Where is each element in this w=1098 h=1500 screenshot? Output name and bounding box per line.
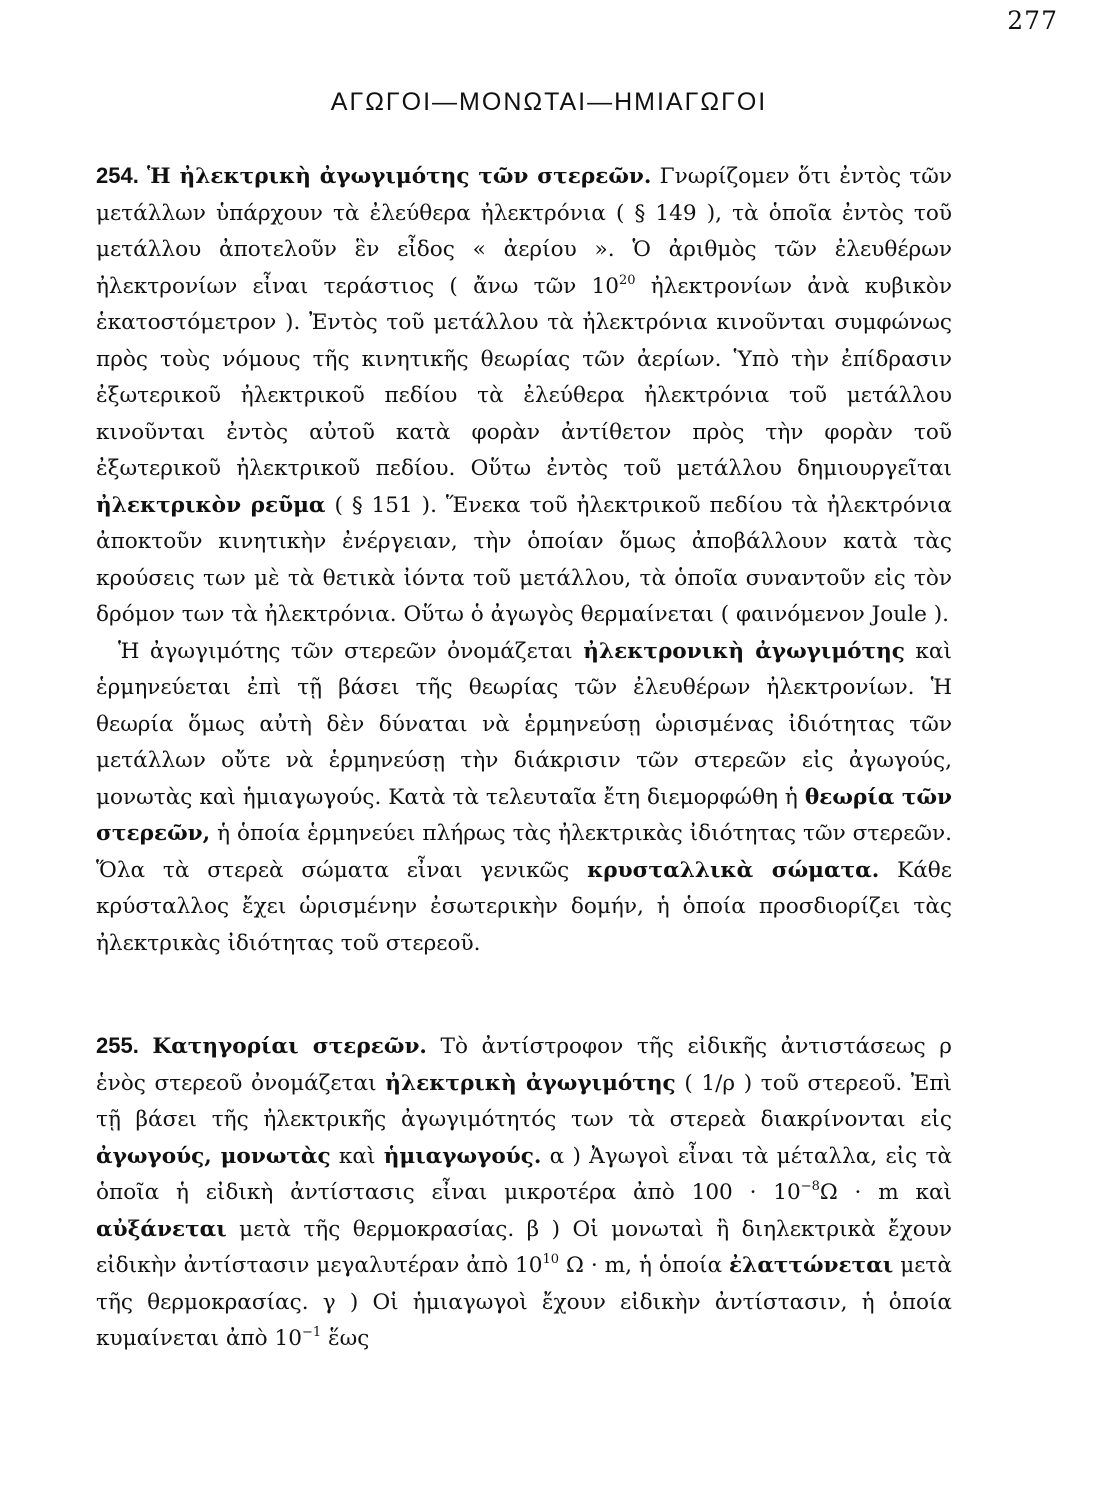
text-run: Γνωρίζομεν ὅτι ἐντὸς τῶν μετάλλων ὑπάρχουν τὰ ἐλεύθερα ἠλεκτρόνια ( § 149 ), τὰ ὁποῖα ἐντὸς τοῦ μετάλλου ἀποτελοῦν ἓν εἶδος « ἀερίου ». Ὁ ἀριθμὸς τῶν ἐλευθέρων ἠλεκτρονίων εἶναι τεράστιος ( ἄνω τῶν 10	[96, 164, 952, 299]
bold-term: θεωρία τῶν στερεῶν,	[96, 784, 952, 846]
section-title: Κατηγορίαι στερεῶν.	[152, 1034, 427, 1059]
bold-term: κρυσταλλικὰ σώματα.	[587, 857, 880, 883]
text-run: μετὰ τῆς θερμοκρασίας. γ ) Οἱ ἡμιαγωγοὶ ἔχουν εἰδικὴν ἀντίστασιν, ἡ ὁποία κυμαίνεται ἀπὸ 10	[96, 1253, 952, 1351]
bold-term: ἡμιαγωγούς.	[383, 1143, 542, 1169]
text-run: α ) Ἀγωγοὶ εἶναι τὰ μέταλλα, εἰς τὰ ὁποῖα ἡ εἰδικὴ ἀντίστασις εἶναι μικροτέρα ἀπὸ 100 · 10	[96, 1143, 952, 1205]
text-run: Κάθε κρύσταλλος ἔχει ὡρισμένην ἐσωτερικὴν δομήν, ἡ ὁποία προσδιορίζει τὰς ἠλεκτρικὰς ἰδιότητας τοῦ στερεοῦ.	[96, 857, 952, 956]
section-254-paragraph-2	[96, 634, 952, 963]
text-run: Ω · m καὶ	[819, 1180, 952, 1205]
text-run: ἡ ὁποία ἑρμηνεύει πλήρως τὰς ἠλεκτρικὰς ἰδιότητας τῶν στερεῶν. Ὅλα τὰ στερεὰ σώματα εἶναι γενικῶς	[96, 821, 952, 883]
exponent: 20	[619, 272, 636, 288]
bold-term: ἠλεκτρονικὴ ἀγωγιμότης	[583, 638, 905, 664]
exponent: −8	[800, 1179, 820, 1194]
section-254-paragraph-1	[96, 158, 952, 634]
section-number: 254.	[96, 163, 139, 188]
section-255	[96, 1028, 952, 1358]
chapter-title: ΑΓΩΓΟΙ—ΜΟΝΩΤΑΙ—ΗΜΙΑΓΩΓΟΙ	[330, 88, 768, 116]
text-run: Τὸ ἀντίστροφον τῆς εἰδικῆς ἀντιστάσεως ρ ἑνὸς στερεοῦ ὀνομάζεται	[96, 1034, 952, 1096]
text-run: καὶ	[330, 1143, 384, 1169]
page-number: 277	[1007, 6, 1058, 35]
exponent: 10	[542, 1252, 560, 1267]
text-run: ( 1/ρ ) τοῦ στερεοῦ. Ἐπὶ τῇ βάσει τῆς ἠλεκτρικῆς ἀγωγιμότητός των τὰ στερεὰ διακρίνονται εἰς	[96, 1070, 952, 1132]
text-run: ἕως	[321, 1326, 370, 1351]
exponent: −1	[302, 1325, 322, 1340]
bold-term: ἠλεκτρικὴ ἀγωγιμότης	[385, 1070, 676, 1096]
text-run: μετὰ τῆς θερμοκρασίας. β ) Οἱ μονωταὶ ἢ διηλεκτρικὰ ἔχουν εἰδικὴν ἀντίστασιν μεγαλυτέραν ἀπὸ 10	[96, 1216, 952, 1278]
section-255-paragraph-1	[96, 1028, 952, 1358]
text-run: καὶ ἑρμηνεύεται ἐπὶ τῇ βάσει τῆς θεωρίας τῶν ἐλευθέρων ἠλεκτρονίων. Ἡ θεωρία ὅμως αὐτὴ δὲν δύναται νὰ ἑρμηνεύσῃ ὡρισμένας ἰδιότητας τῶν μετάλλων οὔτε νὰ ἑρμηνεύσῃ τὴν διάκρισιν τῶν στερεῶν εἰς ἀγωγούς, μονωτὰς καὶ ἡμιαγωγούς. Κατὰ τὰ τελευταῖα ἔτη διεμορφώθη ἡ	[96, 638, 952, 810]
text-run: Ἡ ἀγωγιμότης τῶν στερεῶν ὀνομάζεται	[118, 638, 584, 664]
text-run: Ω · m, ἡ ὁποία	[559, 1253, 730, 1278]
section-title: Ἡ ἠλεκτρικὴ ἀγωγιμότης τῶν στερεῶν.	[147, 164, 652, 189]
bold-term: ἀγωγούς, μονωτὰς	[96, 1143, 331, 1169]
text-run: ἠλεκτρονίων ἀνὰ κυβικὸν ἑκατοστόμετρον ). Ἐντὸς τοῦ μετάλλου τὰ ἠλεκτρόνια κινοῦνται συμφώνως πρὸς τοὺς νόμους τῆς κινητικῆς θεωρίας τῶν ἀερίων. Ὑπὸ τὴν ἐπίδρασιν ἐξωτερικοῦ ἠλεκτρικοῦ πεδίου τὰ ἐλεύθερα ἠλεκτρόνια τοῦ μετάλλου κινοῦνται ἐντὸς αὐτοῦ κατὰ φορὰν ἀντίθετον πρὸς τὴν φορὰν τοῦ ἐξωτερικοῦ ἠλεκτρικοῦ πεδίου. Οὕτω ἐντὸς τοῦ μετάλλου δημιουργεῖται	[96, 273, 952, 481]
section-254	[96, 158, 952, 962]
bold-term: ἐλαττώνεται	[729, 1253, 894, 1278]
text-run: ( § 151 ). Ἕνεκα τοῦ ἠλεκτρικοῦ πεδίου τὰ ἠλεκτρόνια ἀποκτοῦν κινητικὴν ἐνέργειαν, τὴν ὁποίαν ὅμως ἀποβάλλουν κατὰ τὰς κρούσεις των μὲ τὰ θετικὰ ἰόντα τοῦ μετάλλου, τὰ ὁποῖα συναντοῦν εἰς τὸν δρόμον των τὰ ἠλεκτρόνια. Οὕτω ὁ ἀγωγὸς θερμαίνεται ( φαινόμενον Joule ).	[96, 492, 952, 627]
bold-term: αὐξάνεται	[96, 1216, 227, 1242]
section-number: 255.	[96, 1033, 139, 1058]
bold-term: ἠλεκτρικὸν ρεῦμα	[96, 492, 326, 518]
